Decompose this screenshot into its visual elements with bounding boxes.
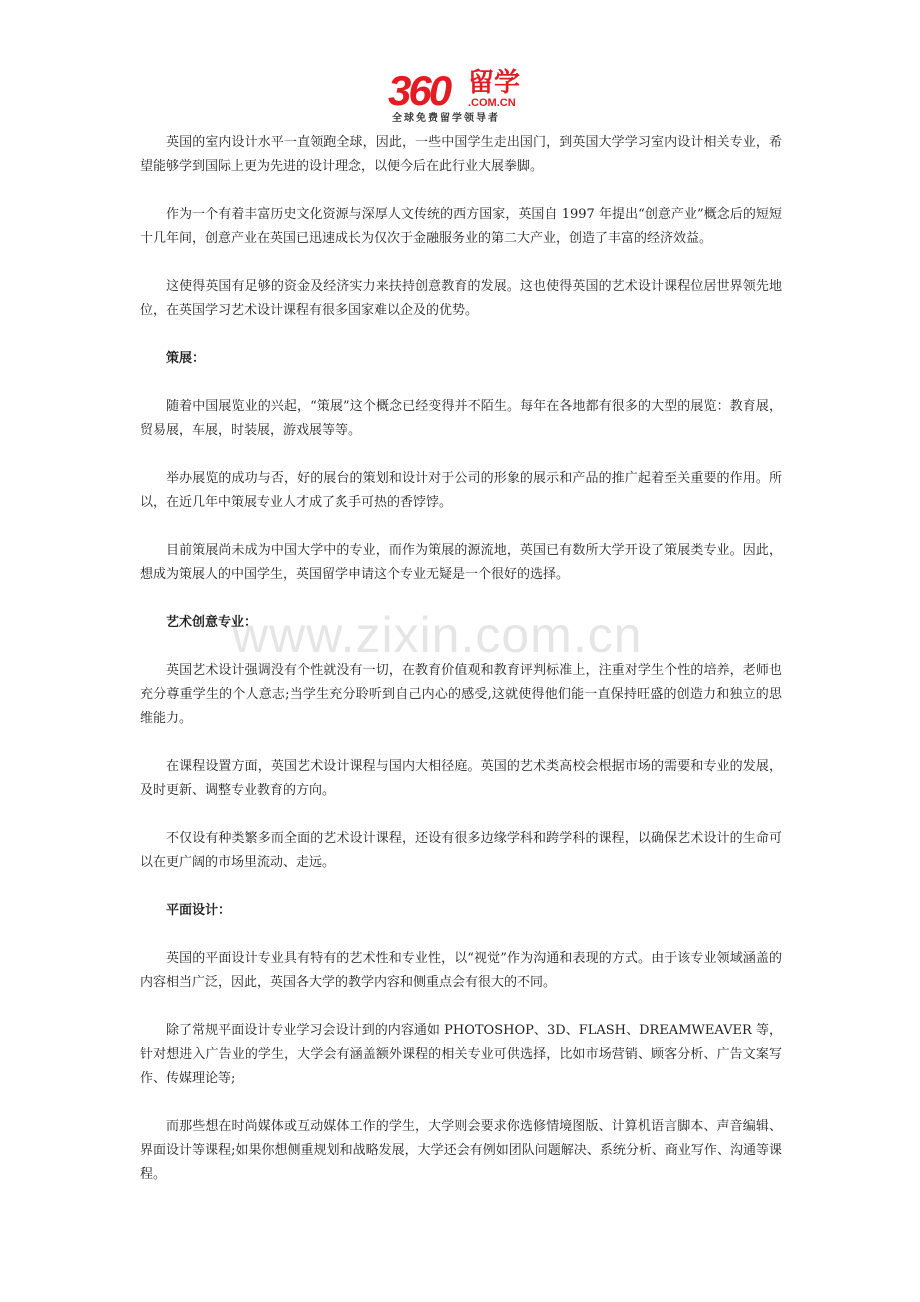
curation-paragraph-1: 随着中国展览业的兴起，“策展”这个概念已经变得并不陌生。每年在各地都有很多的大型的展览：教育展，贸易展，车展，时装展，游戏展等等。 <box>140 399 782 438</box>
document-body <box>140 131 782 1211</box>
curation-paragraph-3: 目前策展尚未成为中国大学中的专业，而作为策展的源流地，英国已有数所大学开设了策展类专业。因此，想成为策展人的中国学生，英国留学申请这个专业无疑是一个很好的选择。 <box>140 543 782 582</box>
art-paragraph-3: 不仅设有种类繁多而全面的艺术设计课程，还设有很多边缘学科和跨学科的课程，以确保艺术设计的生命可以在更广阔的市场里流动、走远。 <box>140 831 782 870</box>
logo <box>388 68 538 130</box>
section-heading-art: 艺术创意专业： <box>166 615 258 630</box>
section-heading-curation: 策展： <box>166 351 206 366</box>
curation-paragraph-2: 举办展览的成功与否，好的展台的策划和设计对于公司的形象的展示和产品的推广起着至关重要的作用。所以，在近几年中策展专业人才成了炙手可热的香饽饽。 <box>140 471 782 510</box>
graphic-paragraph-2: 除了常规平面设计专业学习会设计到的内容通如 PHOTOSHOP、3D、FLASH、DREAMWEAVER 等，针对想进入广告业的学生，大学会有涵盖额外课程的相关专业可供选择，比如市场营销、顾客分析、广告文案写作、传媒理论等; <box>140 1023 782 1086</box>
graphic-paragraph-3: 而那些想在时尚媒体或互动媒体工作的学生，大学则会要求你选修情境图版、计算机语言脚本、声音编辑、界面设计等课程;如果你想侧重规划和战略发展，大学还会有例如团队问题解决、系统分析、商业写作、沟通等课程。 <box>140 1119 782 1182</box>
logo-domain: .COM.CN <box>468 97 516 109</box>
intro-paragraph-3: 这使得英国有足够的资金及经济实力来扶持创意教育的发展。这也使得英国的艺术设计课程位居世界领先地位，在英国学习艺术设计课程有很多国家难以企及的优势。 <box>140 279 782 318</box>
watermark: www.zixin.com.cn <box>232 607 643 663</box>
logo-number: 360 <box>388 67 450 114</box>
intro-paragraph-2: 作为一个有着丰富历史文化资源与深厚人文传统的西方国家，英国自 1997 年提出“创意产业”概念后的短短十几年间，创意产业在英国已迅速成长为仅次于金融服务业的第二大产业，创造了丰富的经济效益。 <box>140 207 782 246</box>
graphic-paragraph-1: 英国的平面设计专业具有特有的艺术性和专业性，以“视觉”作为沟通和表现的方式。由于该专业领域涵盖的内容相当广泛，因此，英国各大学的教学内容和侧重点会有很大的不同。 <box>140 951 782 990</box>
logo-brand: 留学 <box>468 68 521 98</box>
art-paragraph-2: 在课程设置方面，英国艺术设计课程与国内大相径庭。英国的艺术类高校会根据市场的需要和专业的发展，及时更新、调整专业教育的方向。 <box>140 759 782 798</box>
section-heading-graphic: 平面设计： <box>166 903 232 918</box>
art-paragraph-1: 英国艺术设计强调没有个性就没有一切，在教育价值观和教育评判标准上，注重对学生个性的培养，老师也充分尊重学生的个人意志;当学生充分聆听到自己内心的感受,这就使得他们能一直保持旺盛的创造力和独立的思维能力。 <box>140 663 782 726</box>
intro-paragraph-1: 英国的室内设计水平一直领跑全球，因此，一些中国学生走出国门，到英国大学学习室内设计相关专业，希望能够学到国际上更为先进的设计理念，以便今后在此行业大展拳脚。 <box>140 135 782 174</box>
logo-slogan: 全球免费留学领导者 <box>392 113 500 124</box>
